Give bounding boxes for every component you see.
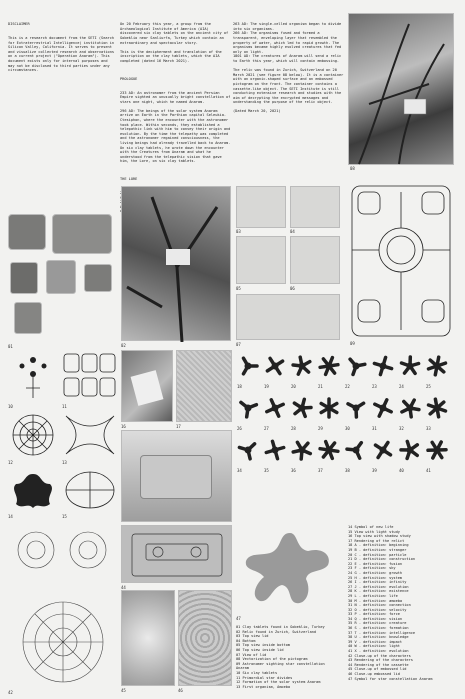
figure-number-17: 17 bbox=[176, 424, 181, 429]
relic-inside-lid bbox=[290, 236, 340, 284]
caption-line: 04 Bottom bbox=[236, 638, 256, 643]
embossed-lid-closeup bbox=[178, 590, 232, 686]
caption-line: 30 M - definition: amoeba bbox=[348, 598, 403, 603]
anaram-constellation-icon bbox=[236, 525, 344, 615]
glyph-18 bbox=[237, 358, 257, 389]
caption-line: 17 Rendering of the relict bbox=[348, 538, 405, 543]
figure-number: 25 bbox=[426, 384, 431, 389]
figure-number-07: 07 bbox=[236, 342, 241, 347]
figure-number-03: 03 bbox=[236, 229, 241, 234]
glyph-core bbox=[434, 405, 441, 412]
caption-line: 45 Close-up of embossed lid bbox=[348, 667, 407, 672]
light-study-photo bbox=[121, 350, 173, 422]
figure-number: 24 bbox=[399, 384, 404, 389]
figure-number-13: 13 bbox=[62, 460, 67, 465]
glyph-24 bbox=[399, 357, 419, 389]
figure-number-45: 45 bbox=[121, 688, 126, 693]
tree-trunk-icon bbox=[122, 187, 232, 342]
amoeba-glyph-icon bbox=[8, 468, 58, 512]
caption-line: 36 S - definition: formation bbox=[348, 626, 409, 631]
glyph-23 bbox=[372, 357, 392, 389]
glyph-35 bbox=[264, 441, 284, 473]
figure-number: 21 bbox=[318, 384, 323, 389]
astronomer-star-drawing bbox=[8, 352, 58, 400]
new-life-icon bbox=[62, 468, 118, 512]
relict-rendering bbox=[121, 430, 232, 522]
caption-line: 34 Q - definition: vision bbox=[348, 616, 403, 621]
glyph-alphabet-icon bbox=[236, 350, 454, 520]
glyph-core bbox=[299, 405, 306, 412]
blurred-relic-photo bbox=[121, 590, 175, 686]
figure-number-02: 02 bbox=[121, 343, 126, 348]
figure-number: 27 bbox=[264, 426, 269, 431]
caption-line: 22 E - definition: fusion bbox=[348, 561, 403, 566]
caption-line: 25 H - definition: system bbox=[348, 575, 403, 580]
glyph-34 bbox=[237, 444, 255, 473]
glyph-30 bbox=[345, 403, 364, 431]
caption-line: 20 C - definition: particle bbox=[348, 552, 407, 557]
tree-relic-photo bbox=[348, 13, 454, 165]
spiral-icon bbox=[8, 412, 58, 458]
glyph-38 bbox=[345, 443, 361, 473]
glyph-21 bbox=[318, 358, 338, 389]
caption-line: 13 First organism, Amoeba bbox=[236, 684, 291, 689]
figure-number-10: 10 bbox=[8, 404, 13, 409]
glyph-core bbox=[326, 447, 333, 454]
caption-line: 38 U - definition: knowledge bbox=[348, 635, 409, 640]
lattice-icon bbox=[8, 522, 118, 692]
glyph-29 bbox=[318, 399, 337, 431]
clay-tablet bbox=[46, 260, 76, 294]
clay-tablet bbox=[14, 302, 42, 334]
glyph-core bbox=[407, 405, 414, 412]
pictogram-grid-icon bbox=[348, 180, 454, 340]
glyph-22 bbox=[345, 359, 365, 389]
star-divides-drawing bbox=[8, 412, 58, 458]
figure-number-01: 01 bbox=[8, 344, 13, 349]
clay-tablet bbox=[10, 262, 38, 294]
caption-line: 32 O - definition: velocity bbox=[348, 607, 407, 612]
relic-lid-view bbox=[236, 294, 340, 340]
new-life-drawing bbox=[62, 468, 118, 512]
caption-line: 47 Symbol for star constellation Anaram bbox=[348, 676, 433, 681]
caption-line: 12 Formation of the solar system Anaram bbox=[236, 680, 321, 685]
caption-line: 07 View of lid bbox=[236, 652, 267, 657]
caption-line: 16 Top view with shadow study bbox=[348, 534, 411, 539]
relic-in-tree-photo bbox=[121, 186, 231, 341]
figure-number: 37 bbox=[318, 468, 323, 473]
cassette-icon bbox=[122, 526, 233, 584]
caption-line: 33 P - definition: force bbox=[348, 612, 400, 617]
orbit-icon bbox=[62, 412, 118, 458]
caption-line: 46 Close-up embossed lid bbox=[348, 672, 400, 676]
caption-line: 03 Top view lid bbox=[236, 634, 269, 639]
glyph-26 bbox=[237, 402, 256, 431]
figure-number: 18 bbox=[237, 384, 242, 389]
figure-number-08: 08 bbox=[350, 166, 355, 171]
figure-number: 33 bbox=[426, 426, 431, 431]
figure-number-16: 16 bbox=[121, 424, 126, 429]
glyph-37 bbox=[318, 442, 338, 473]
glyph-core bbox=[380, 363, 387, 370]
figure-number: 19 bbox=[264, 384, 269, 389]
caption-line: 19 B - definition: stranger bbox=[348, 547, 407, 552]
glyph-core bbox=[407, 447, 414, 454]
glyph-core bbox=[299, 363, 306, 370]
tree-branches-icon bbox=[349, 14, 455, 166]
glyph-40 bbox=[399, 441, 417, 473]
disclaimer-block bbox=[8, 13, 116, 77]
relic-top-view-lid bbox=[236, 186, 286, 228]
lore-heading: THE LORE bbox=[120, 177, 138, 182]
figure-number: 36 bbox=[291, 468, 296, 473]
amoeba-drawing bbox=[8, 468, 58, 512]
figure-number-47: 47 bbox=[236, 616, 241, 621]
solar-system-drawing bbox=[62, 412, 118, 458]
caption-line: 28 K - definition: existence bbox=[348, 589, 409, 594]
caption-line: 14 Symbol of new life bbox=[348, 525, 394, 529]
figure-number-11: 11 bbox=[62, 404, 67, 409]
figure-number: 38 bbox=[345, 468, 350, 473]
cassette-rendering bbox=[121, 525, 232, 583]
glyph-core bbox=[434, 447, 441, 454]
caption-line: 09 Astronomer sighting star constellation bbox=[236, 661, 325, 666]
caption-line: 40 W - definition: light bbox=[348, 644, 400, 649]
caption-line: 43 Rendering of the characters bbox=[348, 658, 413, 663]
clay-tablet bbox=[84, 264, 112, 292]
caption-line: 31 N - definition: connection bbox=[348, 603, 411, 608]
glyph-20 bbox=[291, 357, 310, 389]
glyph-core bbox=[272, 405, 279, 412]
figure-number: 40 bbox=[399, 468, 404, 473]
figure-number: 31 bbox=[372, 426, 377, 431]
figure-number-44: 44 bbox=[121, 585, 126, 590]
caption-line: 10 Six clay tablets bbox=[236, 670, 278, 675]
caption-line: Anaram bbox=[236, 666, 249, 671]
caption-line: 01 Clay tablets found in Gobeklio, Turkey bbox=[236, 625, 325, 629]
glyph-39 bbox=[372, 443, 391, 474]
figure-number-15: 15 bbox=[62, 514, 67, 519]
disclaimer-title: DISCLAIMER bbox=[8, 22, 30, 27]
caption-line: 05 Top view inside bottom bbox=[236, 643, 291, 648]
figure-number: 20 bbox=[291, 384, 296, 389]
six-tablets-drawing bbox=[62, 352, 118, 400]
glyph-core bbox=[245, 405, 252, 412]
prologue-heading: PROLOGUE bbox=[120, 76, 138, 81]
tablet-grid-icon bbox=[62, 352, 118, 400]
star-cluster-icon bbox=[8, 352, 58, 400]
figure-number: 34 bbox=[237, 468, 242, 473]
caption-line: 29 L - definition: life bbox=[348, 593, 398, 598]
glyph-alphabet-grid bbox=[236, 350, 454, 520]
caption-line: 42 Close-up of the characters bbox=[348, 653, 411, 658]
clay-tablets-figure bbox=[8, 214, 118, 342]
figure-number: 23 bbox=[372, 384, 377, 389]
caption-line: 39 V - definition: impact bbox=[348, 639, 403, 644]
figure-number-12: 12 bbox=[8, 460, 13, 465]
glyph-core bbox=[380, 405, 387, 412]
glyph-27 bbox=[264, 400, 283, 431]
figure-number: 32 bbox=[399, 426, 404, 431]
caption-line: 06 Top view inside lid bbox=[236, 647, 284, 652]
glyph-core bbox=[326, 363, 333, 370]
clay-tablet bbox=[8, 214, 46, 250]
caption-line: 41 X - definition: evolution bbox=[348, 649, 409, 654]
figure-number: 26 bbox=[237, 426, 242, 431]
glyph-core bbox=[380, 447, 387, 454]
glyph-core bbox=[299, 447, 306, 454]
figure-number-06: 06 bbox=[290, 286, 295, 291]
figure-number-05: 05 bbox=[236, 286, 241, 291]
relic-text: 263 AD: The single-celled organism began to divide into six organisms. 266 AD: The organisms fused and formed a transparent, enveloping layer that resembled the property of water, which led to rapid growth. The organisms became highly evolved creatures that fed only on light. 1801 AD: The creatures of Anaram will send a relic to Earth this year, which will contain embossing. The relic was found in Zurich, Switzerland on 20 March 2021 (see figure 08 below). It is a container with an organic-shaped surface and an embossed pictogram on the front. The container contains a cassette-like object. The SETI Institute is still conducting extensive research and studies with the aim of decrypting the encrypted messages and understanding the purpose of the relic object. (Dated March 20, 2021) bbox=[233, 22, 344, 114]
glyph-25 bbox=[426, 357, 446, 389]
glyph-32 bbox=[399, 400, 419, 431]
glyph-36 bbox=[291, 442, 310, 473]
relic-bottom-view bbox=[290, 186, 340, 228]
disclaimer-text: This is a research document from the SETI (Search for Extraterrestrial Intelligence) institution in Silicon Valley, California. It serves to present and visualize collected research and observations on a current project ("Operation Anaram"). This document exists only for internal purposes and may not be disclosed to third parties under any circumstances. bbox=[8, 35, 117, 73]
characters-closeup bbox=[8, 522, 118, 692]
clay-tablet bbox=[52, 214, 112, 254]
caption-line: 37 T - definition: intelligence bbox=[348, 630, 416, 635]
caption-line: 23 F - definition: sky bbox=[348, 566, 396, 571]
glyph-core bbox=[407, 363, 414, 370]
glyph-core bbox=[245, 447, 252, 454]
figure-number: 30 bbox=[345, 426, 350, 431]
shadow-study-photo bbox=[176, 350, 232, 422]
captions-list-left bbox=[236, 625, 348, 689]
figure-number: 35 bbox=[264, 468, 269, 473]
glyph-41 bbox=[426, 442, 446, 473]
relic-inside-bottom bbox=[236, 236, 286, 284]
relic-column bbox=[233, 13, 345, 119]
glyph-core bbox=[353, 447, 360, 454]
caption-line: 15 View with light study bbox=[348, 529, 400, 534]
figure-number: 39 bbox=[372, 468, 377, 473]
caption-line: 08 Vectorization of the pictogram bbox=[236, 657, 308, 662]
caption-line: 27 J - definition: evolution bbox=[348, 584, 409, 589]
figure-number: 22 bbox=[345, 384, 350, 389]
intro-text: On 20 February this year, a group from the Archaeological Institute of America (AIA) discovered six clay tablets on the ancient city of Gobeklio near Sanliurfa, Turkey which contain an extraordinary and spectacular story. This is the decipherment and translation of the inscription on the clay tablets, which the AIA completed (dated 16 March 2021). bbox=[120, 22, 229, 63]
caption-line: 26 I - definition: infinity bbox=[348, 580, 407, 585]
pictogram-vector bbox=[348, 180, 454, 340]
glyph-core bbox=[434, 363, 441, 370]
glyph-core bbox=[272, 363, 279, 370]
glyph-33 bbox=[426, 399, 446, 431]
glyph-core bbox=[353, 405, 360, 412]
anaram-star-symbol bbox=[236, 525, 344, 615]
figure-number: 28 bbox=[291, 426, 296, 431]
captions-list-right bbox=[348, 525, 458, 681]
glyph-28 bbox=[291, 399, 311, 431]
caption-line: 35 R - definition: creature bbox=[348, 621, 407, 626]
figure-number-04: 04 bbox=[290, 229, 295, 234]
glyph-core bbox=[272, 447, 279, 454]
caption-line: 21 D - definition: construction bbox=[348, 557, 416, 562]
caption-line: 02 Relic found in Zurich, Switzerland bbox=[236, 629, 317, 634]
figure-number-46: 46 bbox=[178, 688, 183, 693]
figure-number-14: 14 bbox=[8, 514, 13, 519]
figure-number-09: 09 bbox=[350, 341, 355, 346]
glyph-core bbox=[245, 363, 252, 370]
caption-line: 11 Primordial star divides bbox=[236, 675, 293, 680]
figure-number: 41 bbox=[426, 468, 431, 473]
prologue-text: 233 AD: An astronomer from the ancient Persian Empire sighted an unusually bright constellation of stars one night, which he named Anaram. 296 AD: The beings of the solar system Anaram arrive on Earth in the Parthian capital Seleukia-Ctesiphon, where the encounter with the astronomer took place. Within seconds, they established a telepathic link with him to convey their origin and evolution. By the time the telepathy was completed and the astronomer regained consciousness, the living beings had already travelled back to Anaram. On six clay tablets, he wrote down the encounter with the Creatures from Anaram and what he understood from the telepathic vision that gave him, the Lore, on six clay tablets. bbox=[120, 90, 231, 164]
figure-number-42: 42 bbox=[8, 690, 13, 695]
figure-number: 29 bbox=[318, 426, 323, 431]
glyph-core bbox=[353, 363, 360, 370]
caption-line: 24 G - definition: growth bbox=[348, 570, 403, 575]
caption-line: 18 A - definition: beginning bbox=[348, 543, 409, 548]
glyph-19 bbox=[264, 358, 283, 389]
glyph-core bbox=[326, 405, 333, 412]
caption-line: 44 Rendering of the cassette bbox=[348, 662, 409, 667]
glyph-31 bbox=[372, 400, 391, 431]
